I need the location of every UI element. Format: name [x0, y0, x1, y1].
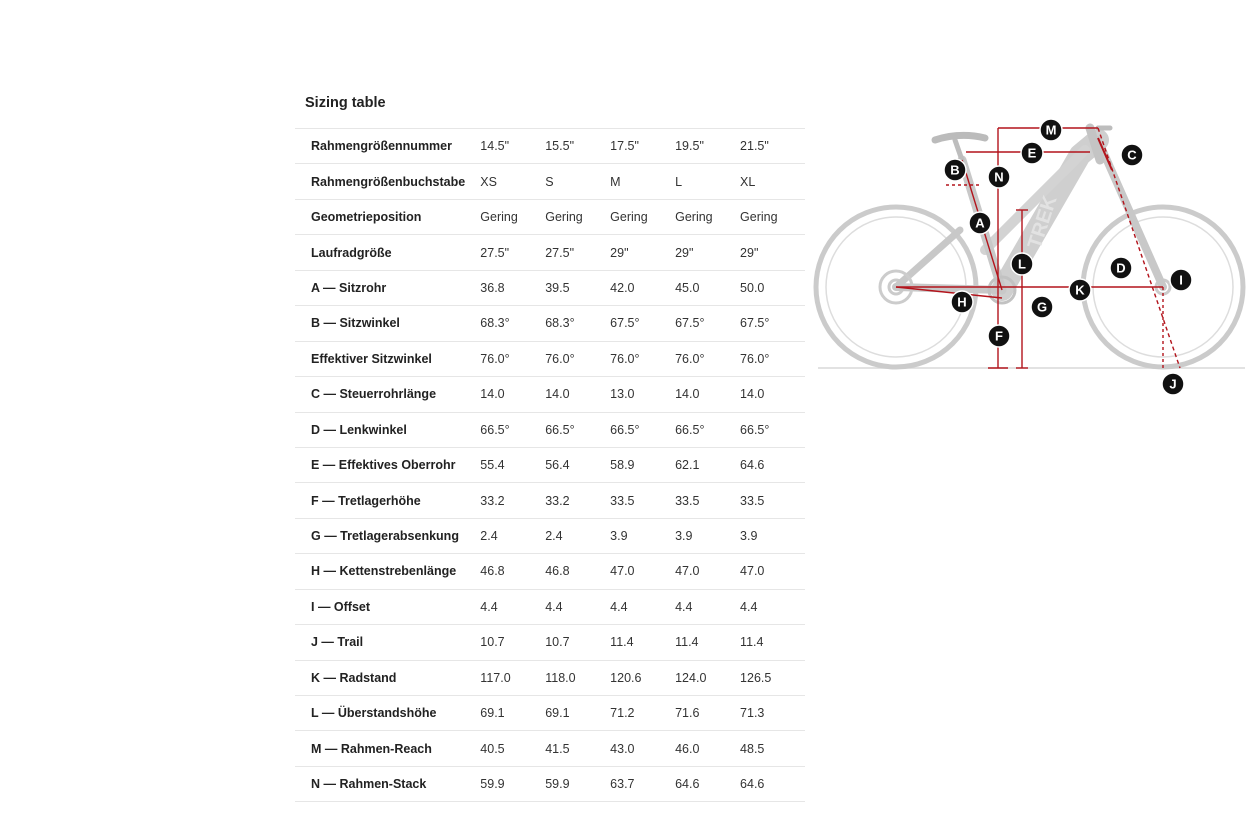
marker-f	[988, 325, 1010, 347]
row-value: 76.0°	[675, 351, 705, 366]
row-label: Rahmengrößennummer	[311, 139, 452, 154]
table-row	[295, 483, 805, 518]
table-row	[295, 589, 805, 624]
row-value: 29"	[610, 245, 629, 260]
marker-letter: I	[1179, 272, 1183, 288]
table-row	[295, 696, 805, 731]
table-row	[295, 766, 805, 801]
row-value: 46.0	[675, 741, 700, 756]
row-value: 39.5	[545, 280, 570, 295]
saddle	[935, 135, 985, 140]
table-row	[295, 199, 805, 234]
row-value: 69.1	[480, 706, 505, 721]
marker-j	[1162, 373, 1184, 395]
row-value: 4.4	[545, 599, 563, 614]
row-label: M — Rahmen-Reach	[311, 741, 432, 756]
seatpost	[955, 140, 962, 160]
marker-letter: F	[995, 328, 1003, 344]
row-label: Geometrieposition	[311, 210, 422, 225]
marker-b	[944, 159, 966, 181]
table-row	[295, 554, 805, 589]
row-value: 46.8	[480, 564, 505, 579]
row-value: 71.3	[740, 706, 765, 721]
row-value: 21.5"	[740, 139, 769, 154]
marker-letter: L	[1018, 256, 1026, 272]
row-label: I — Offset	[311, 599, 371, 614]
row-value: 14.0	[480, 387, 505, 402]
row-value: Gering	[480, 210, 518, 225]
row-value: 11.4	[740, 635, 764, 650]
row-value: 33.5	[675, 493, 700, 508]
row-value: 11.4	[675, 635, 699, 650]
row-value: 29"	[675, 245, 694, 260]
marker-letter: M	[1045, 122, 1057, 138]
row-value: 126.5	[740, 670, 772, 685]
marker-i	[1170, 269, 1192, 291]
marker-d	[1110, 257, 1132, 279]
row-value: 4.4	[675, 599, 693, 614]
marker-k	[1069, 279, 1091, 301]
row-value: Gering	[545, 210, 583, 225]
row-value: Gering	[740, 210, 778, 225]
row-label: C — Steuerrohrlänge	[311, 387, 437, 402]
row-value: 47.0	[675, 564, 700, 579]
row-value: 27.5"	[545, 245, 575, 260]
row-value: 69.1	[545, 706, 570, 721]
row-value: M	[610, 174, 621, 189]
brand-text: TREK	[1023, 192, 1062, 252]
row-value: 17.5"	[610, 139, 639, 154]
row-value: 10.7	[545, 635, 570, 650]
marker-letter: G	[1036, 299, 1048, 315]
row-value: S	[545, 174, 554, 189]
row-value: 13.0	[610, 387, 635, 402]
marker-l	[1011, 253, 1033, 275]
table-row	[295, 731, 805, 766]
row-value: 14.0	[675, 387, 700, 402]
row-value: 66.5°	[480, 422, 510, 437]
row-value: 14.0	[545, 387, 570, 402]
marker-letter: A	[975, 215, 985, 231]
table-row	[295, 164, 805, 199]
row-label: K — Radstand	[311, 670, 397, 685]
marker-letter: C	[1127, 147, 1137, 163]
row-label: L — Überstandshöhe	[311, 706, 437, 721]
row-label: B — Sitzwinkel	[311, 316, 400, 331]
row-value: 43.0	[610, 741, 635, 756]
row-value: 64.6	[740, 777, 765, 792]
marker-m	[1040, 119, 1062, 141]
marker-a	[969, 212, 991, 234]
row-value: 4.4	[740, 599, 758, 614]
row-value: 19.5"	[675, 139, 704, 154]
row-value: 59.9	[480, 777, 505, 792]
row-value: 29"	[740, 245, 759, 260]
marker-h	[951, 291, 973, 313]
row-label: J — Trail	[311, 635, 364, 650]
row-value: 2.4	[480, 529, 498, 544]
row-value: 124.0	[675, 670, 707, 685]
row-label: Effektiver Sitzwinkel	[311, 351, 432, 366]
row-value: 33.5	[740, 493, 765, 508]
sizing-table-title: Sizing table	[305, 95, 386, 111]
row-value: 76.0°	[480, 351, 510, 366]
marker-letter: N	[994, 169, 1004, 185]
row-value: 3.9	[675, 529, 693, 544]
row-value: 40.5	[480, 741, 505, 756]
table-row	[295, 377, 805, 412]
row-value: 76.0°	[545, 351, 575, 366]
row-value: 33.2	[480, 493, 505, 508]
row-value: 45.0	[675, 280, 700, 295]
table-row	[295, 235, 805, 270]
row-value: 48.5	[740, 741, 765, 756]
geometry-table	[295, 128, 805, 802]
row-value: 4.4	[480, 599, 498, 614]
row-label: G — Tretlagerabsenkung	[311, 529, 459, 544]
table-row	[295, 518, 805, 553]
row-label: Laufradgröße	[311, 245, 392, 260]
row-value: 15.5"	[545, 139, 575, 154]
table-row	[295, 306, 805, 341]
row-value: Gering	[675, 210, 713, 225]
table-row	[295, 625, 805, 660]
row-value: 33.2	[545, 493, 570, 508]
marker-letter: H	[957, 294, 967, 310]
row-value: 55.4	[480, 458, 505, 473]
marker-n	[988, 166, 1010, 188]
row-value: 66.5°	[545, 422, 575, 437]
row-value: 64.6	[740, 458, 765, 473]
row-value: 66.5°	[610, 422, 640, 437]
row-label: H — Kettenstrebenlänge	[311, 564, 457, 579]
marker-c	[1121, 144, 1143, 166]
row-value: 47.0	[610, 564, 635, 579]
row-value: 76.0°	[610, 351, 640, 366]
row-value: 59.9	[545, 777, 570, 792]
row-value: 66.5°	[675, 422, 705, 437]
row-value: 2.4	[545, 529, 563, 544]
marker-g	[1031, 296, 1053, 318]
row-value: 46.8	[545, 564, 570, 579]
marker-letter: E	[1027, 145, 1037, 161]
row-value: 118.0	[545, 670, 576, 685]
row-value: 67.5°	[675, 316, 705, 331]
row-value: 11.4	[610, 635, 634, 650]
row-value: XS	[480, 174, 497, 189]
row-value: 10.7	[480, 635, 505, 650]
table-row	[295, 447, 805, 482]
row-value: 56.4	[545, 458, 570, 473]
table-row	[295, 341, 805, 376]
row-value: Gering	[610, 210, 648, 225]
row-value: 62.1	[675, 458, 700, 473]
marker-letter: B	[950, 162, 960, 178]
table-row	[295, 270, 805, 305]
row-value: L	[675, 174, 683, 189]
marker-e	[1021, 142, 1043, 164]
row-label: D — Lenkwinkel	[311, 422, 407, 437]
table-row	[295, 412, 805, 447]
bike-geometry-diagram	[810, 115, 1255, 400]
row-value: 4.4	[610, 599, 628, 614]
row-value: 58.9	[610, 458, 635, 473]
row-value: 76.0°	[740, 351, 770, 366]
row-label: Rahmengrößenbuchstabe	[311, 174, 466, 189]
row-value: 71.6	[675, 706, 700, 721]
seatstay	[896, 230, 960, 287]
row-label: E — Effektives Oberrohr	[311, 458, 456, 473]
row-label: A — Sitzrohr	[311, 280, 387, 295]
row-value: 42.0	[610, 280, 635, 295]
row-value: 14.5"	[480, 139, 510, 154]
row-value: 120.6	[610, 670, 642, 685]
row-value: 64.6	[675, 777, 700, 792]
row-value: 66.5°	[740, 422, 770, 437]
row-value: 36.8	[480, 280, 505, 295]
row-value: 3.9	[610, 529, 628, 544]
marker-letter: J	[1169, 376, 1177, 392]
marker-letter: K	[1075, 282, 1085, 298]
row-value: 68.3°	[480, 316, 510, 331]
table-row	[295, 129, 805, 164]
row-value: 67.5°	[740, 316, 770, 331]
row-value: XL	[740, 174, 756, 189]
row-label: N — Rahmen-Stack	[311, 777, 427, 792]
row-value: 117.0	[480, 670, 511, 685]
row-value: 33.5	[610, 493, 635, 508]
row-value: 67.5°	[610, 316, 640, 331]
row-value: 50.0	[740, 280, 765, 295]
marker-letter: D	[1116, 260, 1126, 276]
row-value: 41.5	[545, 741, 570, 756]
row-value: 3.9	[740, 529, 758, 544]
table-row	[295, 660, 805, 695]
row-value: 68.3°	[545, 316, 575, 331]
row-value: 63.7	[610, 777, 635, 792]
row-value: 71.2	[610, 706, 635, 721]
row-label: F — Tretlagerhöhe	[311, 493, 421, 508]
row-value: 47.0	[740, 564, 765, 579]
row-value: 14.0	[740, 387, 765, 402]
row-value: 27.5"	[480, 245, 510, 260]
